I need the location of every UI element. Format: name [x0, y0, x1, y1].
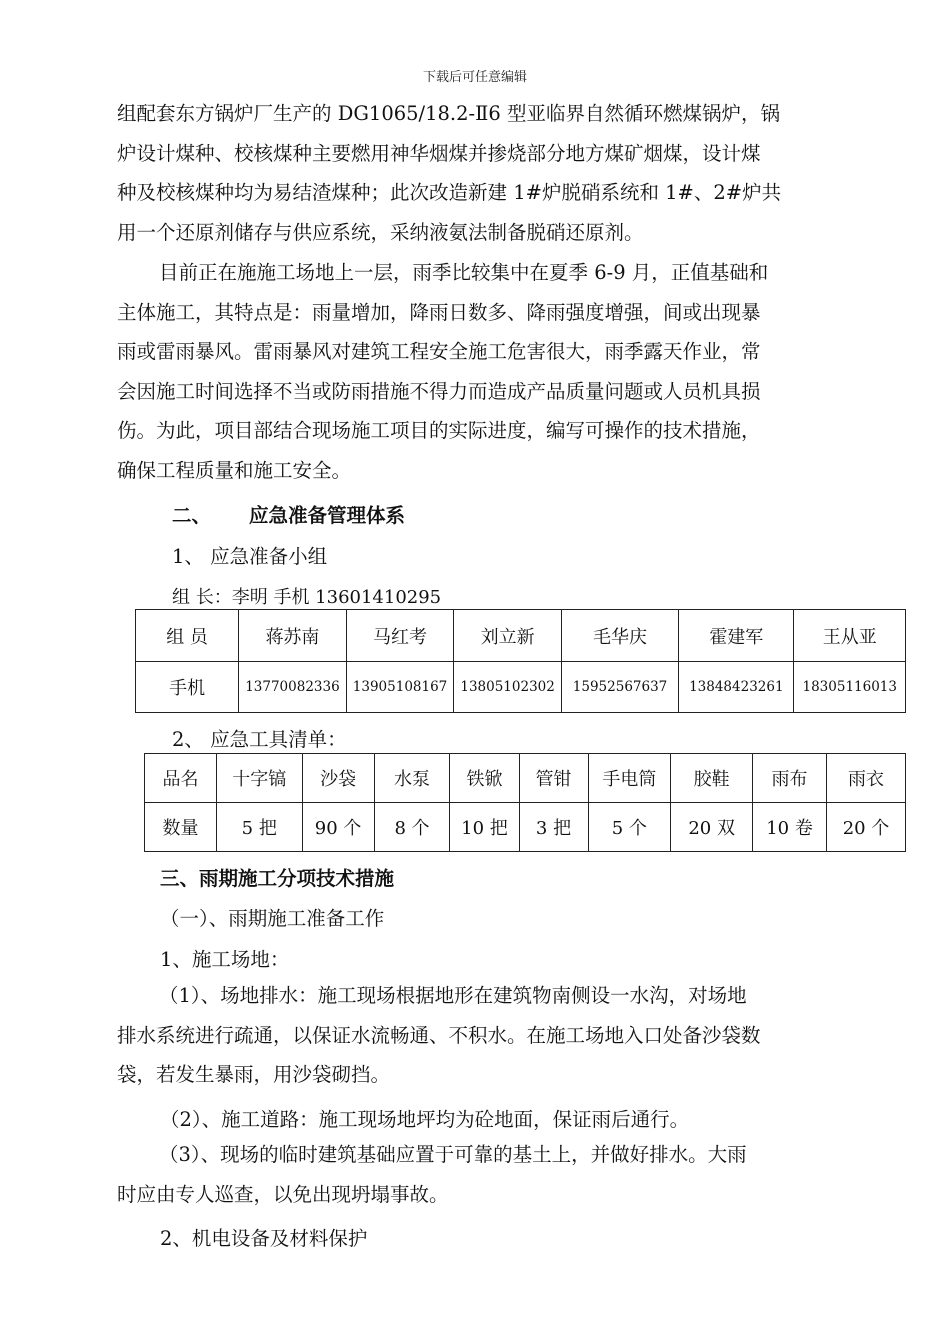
table-cell: 管钳: [519, 754, 588, 803]
text-line: 组配套东方锅炉厂生产的 DG1065/18.2-Ⅱ6 型亚临界自然循环燃煤锅炉，锅: [117, 102, 780, 125]
table-cell: 雨布: [753, 754, 827, 803]
table-cell: 毛华庆: [561, 610, 678, 662]
table-cell: 雨衣: [827, 754, 906, 803]
table-cell: 15952567637: [561, 662, 678, 713]
table-cell: 王从亚: [794, 610, 906, 662]
table-cell: 马红考: [346, 610, 454, 662]
table-cell: 水泵: [374, 754, 450, 803]
table-cell: 18305116013: [794, 662, 906, 713]
table-cell: 3 把: [519, 803, 588, 852]
table-cell: 13770082336: [239, 662, 347, 713]
text-line: （1）、场地排水：施工现场根据地形在建筑物南侧设一水沟，对场地: [159, 984, 747, 1007]
team-table: [135, 609, 906, 713]
text-line: 排水系统进行疏通，以保证水流畅通、不积水。在施工场地入口处备沙袋数: [117, 1023, 761, 1047]
text-line: 种及校核煤种均为易结渣煤种；此次改造新建 1#炉脱硝系统和 1#、2#炉共: [117, 181, 782, 204]
text-line: 伤。为此，项目部结合现场施工项目的实际进度，编写可操作的技术措施，: [117, 419, 761, 442]
table-cell: 13905108167: [346, 662, 454, 713]
tools-table: [144, 753, 906, 852]
table-cell: 10 卷: [753, 803, 827, 852]
subsection-team: 1、 应急准备小组: [172, 545, 328, 568]
page-header: 下载后可任意编辑: [422, 70, 527, 85]
table-cell: 手机: [136, 662, 239, 713]
table-cell: 90 个: [302, 803, 374, 852]
table-cell: 5 把: [216, 803, 302, 852]
item-equipment: 2、机电设备及材料保护: [160, 1227, 368, 1250]
table-cell: 13805102302: [454, 662, 562, 713]
table-cell: 铁锨: [450, 754, 519, 803]
table-cell: 蒋苏南: [239, 610, 347, 662]
table-cell: 10 把: [450, 803, 519, 852]
drain-paragraph: [117, 976, 862, 1095]
text-line: 袋，若发生暴雨，用沙袋砌挡。: [117, 1063, 391, 1086]
text-line: 炉设计煤种、校核煤种主要燃用神华烟煤并掺烧部分地方煤矿烟煤，设计煤: [117, 141, 761, 165]
text-line: 确保工程质量和施工安全。: [117, 458, 352, 482]
table-cell: 霍建军: [679, 610, 794, 662]
team-leader: 组 长：李明 手机 13601410295: [172, 587, 442, 608]
item-site: 1、施工场地：: [160, 948, 290, 971]
text-line: 会因施工时间选择不当或防雨措施不得力而造成产品质量问题或人员机具损: [117, 379, 761, 403]
season-paragraph: [117, 253, 862, 490]
road-paragraph: （2）、施工道路：施工现场地坪均为砼地面，保证雨后通行。: [160, 1108, 690, 1131]
text-line: （3）、现场的临时建筑基础应置于可靠的基土上，并做好排水。大雨: [159, 1143, 747, 1166]
text-line: 用一个还原剂储存与供应系统，采纳液氨法制备脱硝还原剂。: [117, 220, 644, 244]
text-line: 雨或雷雨暴风。雷雨暴风对建筑工程安全施工危害很大，雨季露天作业，常: [117, 340, 761, 363]
table-cell: 5 个: [588, 803, 671, 852]
section-3-title: 三、雨期施工分项技术措施: [160, 867, 395, 890]
table-cell: 胶鞋: [671, 754, 753, 803]
subsection-prep: （一）、雨期施工准备工作: [160, 907, 385, 930]
intro-paragraph: [117, 94, 862, 252]
table-cell: 20 个: [827, 803, 906, 852]
subsection-tools: 2、 应急工具清单：: [172, 728, 347, 751]
table-cell: 数量: [145, 803, 217, 852]
table-cell: 组 员: [136, 610, 239, 662]
table-cell: 刘立新: [454, 610, 562, 662]
table-cell: 十字镐: [216, 754, 302, 803]
section-2-number: 二、: [172, 504, 212, 527]
temp-building-paragraph: [117, 1135, 862, 1214]
text-line: 时应由专人巡查，以免出现坍塌事故。: [117, 1182, 449, 1206]
table-cell: 手电筒: [588, 754, 671, 803]
table-cell: 13848423261: [679, 662, 794, 713]
text-line: 主体施工，其特点是：雨量增加，降雨日数多、降雨强度增强，间或出现暴: [117, 300, 761, 324]
table-cell: 8 个: [374, 803, 450, 852]
table-cell: 品名: [145, 754, 217, 803]
table-cell: 20 双: [671, 803, 753, 852]
table-cell: 沙袋: [302, 754, 374, 803]
text-line: 目前正在施施工场地上一层，雨季比较集中在夏季 6-9 月，正值基础和: [159, 261, 769, 284]
section-2-title: 应急准备管理体系: [249, 504, 406, 527]
